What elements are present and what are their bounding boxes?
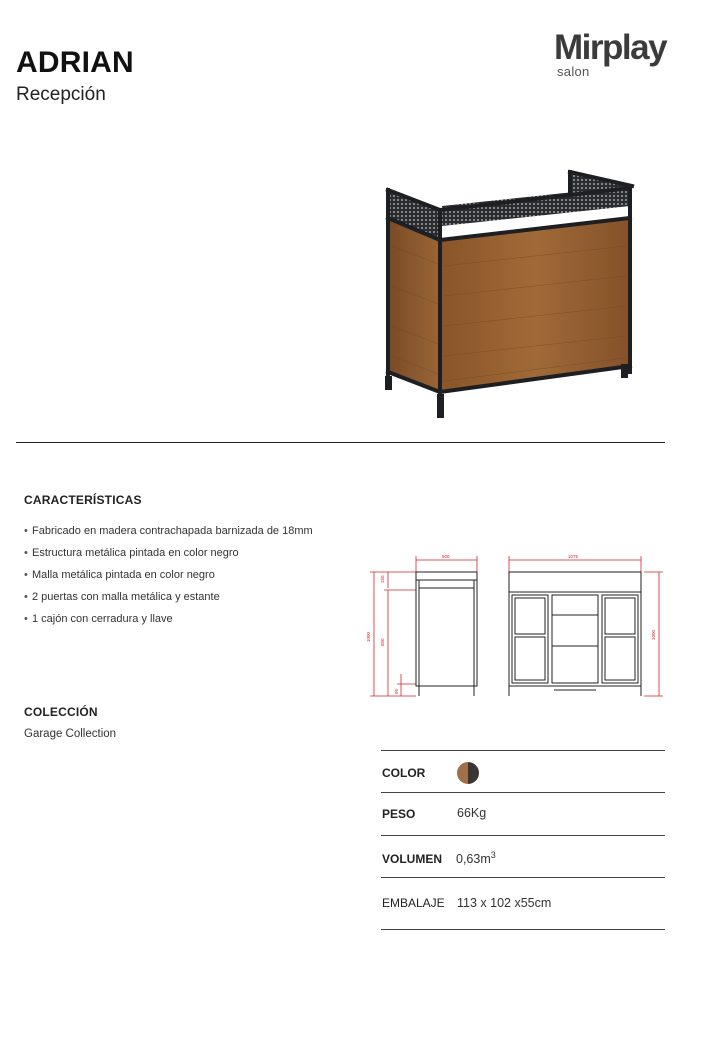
volume-exponent: 3 [490, 850, 496, 860]
color-swatch-black [468, 762, 479, 784]
technical-drawing [364, 550, 664, 705]
dim-top-height: 150 [380, 575, 385, 583]
characteristics-list [24, 525, 314, 635]
dim-leg-height: 95 [394, 688, 399, 694]
section-divider [16, 442, 665, 443]
volume-label: VOLUMEN [382, 852, 442, 866]
brand-logo-sub: salon [557, 64, 590, 79]
collection-heading: COLECCIÓN [24, 705, 98, 719]
spec-divider [381, 877, 665, 878]
dim-body-height: 850 [380, 638, 385, 646]
dim-total-height: 1000 [366, 631, 371, 642]
dim-front-height: 1000 [651, 629, 656, 640]
spec-divider [381, 835, 665, 836]
color-swatch-wood [457, 762, 468, 784]
color-swatch [457, 762, 479, 784]
spec-divider [381, 750, 665, 751]
packaging-value: 113 x 102 x55cm [457, 896, 552, 910]
weight-value: 66Kg [457, 806, 487, 820]
characteristics-heading: CARACTERÍSTICAS [24, 493, 142, 507]
side-view [366, 554, 477, 696]
dim-side-width: 500 [442, 554, 450, 559]
volume-number: 0,63m [456, 852, 491, 867]
collection-value: Garage Collection [24, 728, 117, 740]
weight-label: PESO [382, 807, 416, 821]
feature-item: • 2 puertas con malla metálica y estante [24, 591, 314, 604]
feature-item: • Fabricado en madera contrachapada barnizada de 18mm [24, 525, 314, 538]
feature-item: • Estructura metálica pintada en color negro [24, 547, 314, 560]
feature-item: • Malla metálica pintada en color negro [24, 569, 314, 582]
product-image [380, 166, 642, 426]
spec-divider [381, 792, 665, 793]
product-title: ADRIAN [16, 46, 134, 79]
color-label: COLOR [382, 766, 426, 780]
packaging-label: EMBALAJE [382, 896, 445, 910]
volume-value [456, 850, 496, 866]
dim-front-width: 1075 [568, 554, 579, 559]
front-view [509, 554, 663, 696]
product-subtitle: Recepción [16, 84, 106, 105]
spec-divider [381, 929, 665, 930]
brand-logo [554, 30, 684, 86]
feature-item: • 1 cajón con cerradura y llave [24, 613, 314, 626]
brand-logo-word: Mirplay [554, 28, 667, 67]
